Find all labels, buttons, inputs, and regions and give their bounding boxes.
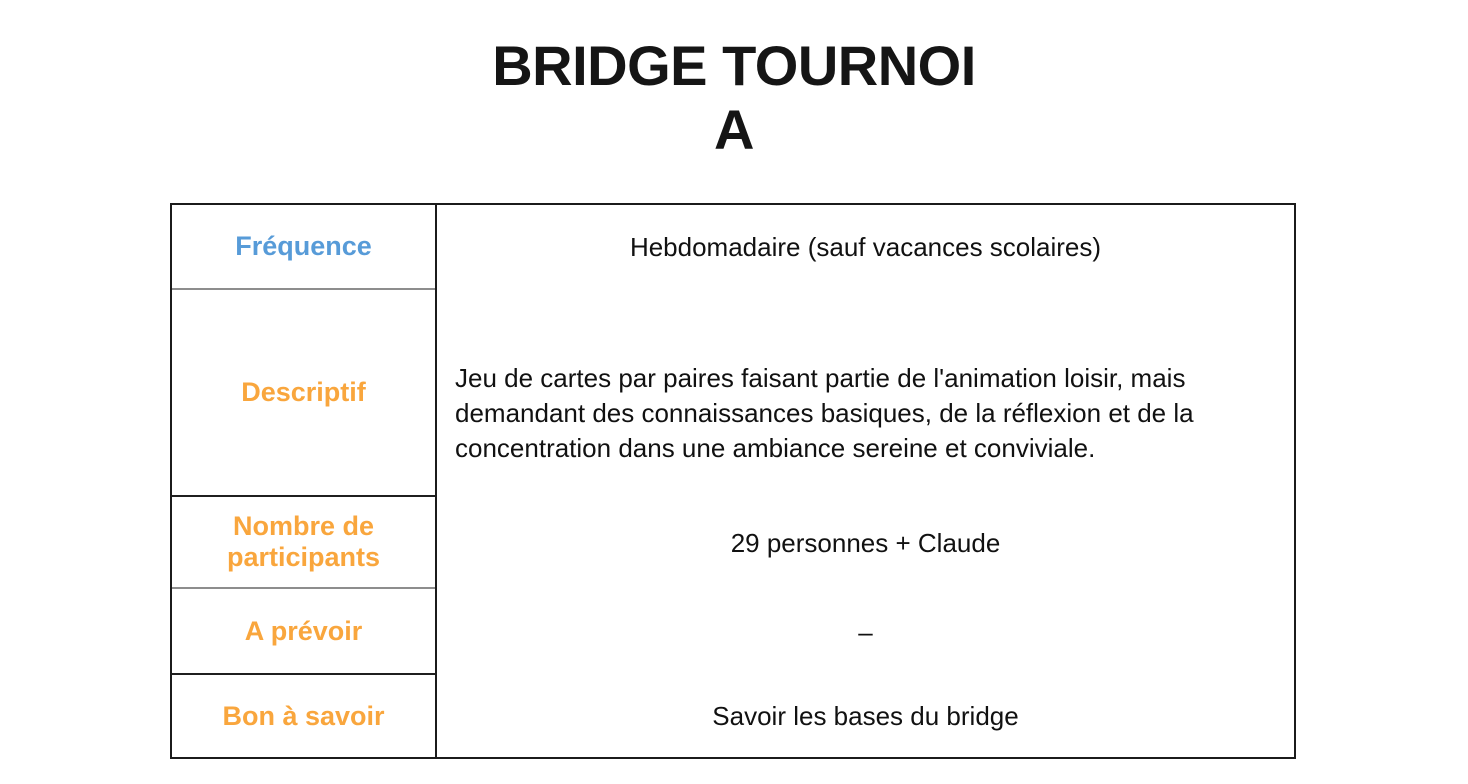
label-column <box>172 205 437 757</box>
row-label-bon-a-savoir <box>172 675 435 757</box>
row-value-nombre-participants-text: 29 personnes + Claude <box>730 527 1001 558</box>
row-value-descriptif-text: Jeu de cartes par paires faisant partie de l'animation loisir, mais demandant des connaissances basiques, de la réflexion et de la concentration dans une ambiance sereine et conviviale. <box>455 363 1194 463</box>
row-label-descriptif-text: Descriptif <box>241 377 366 407</box>
info-table <box>170 203 1296 759</box>
row-label-descriptif <box>172 290 435 497</box>
row-value-a-prevoir-text: – <box>858 616 873 647</box>
row-value-a-prevoir <box>437 589 1294 675</box>
row-value-nombre-participants <box>437 497 1294 589</box>
row-value-descriptif <box>437 290 1294 497</box>
row-label-frequence <box>172 205 435 290</box>
row-value-bon-a-savoir <box>437 675 1294 757</box>
value-column <box>437 205 1294 757</box>
row-value-bon-a-savoir-text: Savoir les bases du bridge <box>712 700 1019 731</box>
row-value-frequence-text: Hebdomadaire (sauf vacances scolaires) <box>629 232 1102 262</box>
row-label-nombre-participants <box>172 497 435 589</box>
page-title-line2: A <box>714 98 754 161</box>
page-title <box>0 34 1468 162</box>
row-label-a-prevoir-text: A prévoir <box>244 615 363 646</box>
row-label-bon-a-savoir-text: Bon à savoir <box>222 700 385 731</box>
row-value-frequence <box>437 205 1294 290</box>
row-label-a-prevoir <box>172 589 435 675</box>
row-label-nombre-participants-text: Nombre de participants <box>226 511 381 572</box>
row-label-frequence-text: Fréquence <box>235 231 372 261</box>
page-title-line1: BRIDGE TOURNOI <box>492 34 976 97</box>
